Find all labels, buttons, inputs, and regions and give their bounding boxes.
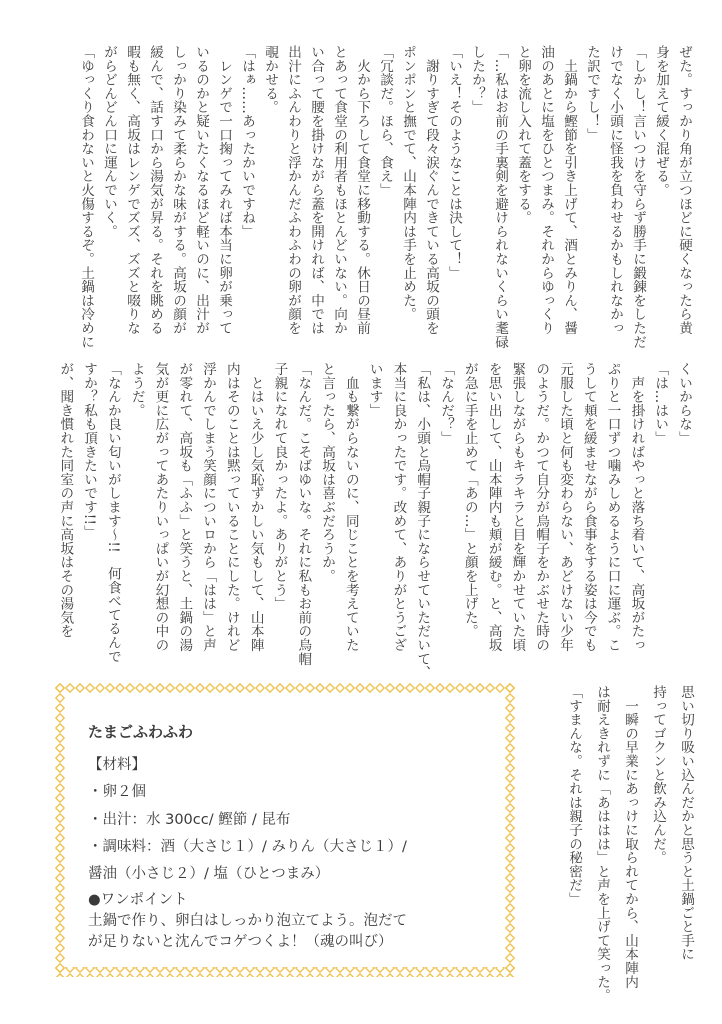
- text-column: と言ったら、高坂は喜ぶだろうか。: [319, 362, 336, 583]
- text-column: 「はぁ……あったかいですね」: [239, 45, 255, 239]
- recipe-content: [88, 721, 407, 953]
- text-column: 暇も無く、高坂はレンゲでズズ、ズズと啜りな: [124, 45, 140, 335]
- text-column: 「は…はい」: [652, 362, 669, 445]
- text-column: 元服した頃と何も変わらない、あどけない少年: [557, 362, 574, 652]
- text-column: したか？」: [469, 45, 485, 114]
- text-column: 火から下ろして食堂に移動する。休日の昼前: [354, 45, 370, 335]
- text-column: 出汁にふんわりと浮かんだふわふわの卵が顔を: [285, 45, 301, 335]
- text-column: 「なんだ。こそばゆいな。それに私もお前の烏帽: [295, 362, 312, 666]
- text-column: 「なんだ？」: [438, 362, 455, 445]
- text-column: が、聞き慣れた同室の声に高坂はその湯気を: [57, 362, 74, 638]
- tip-line: が足りないと沈んでコゲつくよ！（魂の叫び）: [88, 934, 393, 951]
- story-text-bottom-tier: [557, 685, 697, 1003]
- text-column: が零れて、高坂も「ふふ」と笑うと、土鍋の湯: [176, 362, 193, 652]
- text-column: 「しかし！言いつけを守らず勝手に鍛錬をしただ: [630, 45, 646, 349]
- text-column: 「ゆっくり食わないと火傷するぞ。土鍋は冷めに: [78, 45, 94, 349]
- text-column: います」: [366, 362, 383, 418]
- text-column: とあって食堂の利用者もほとんどいない。向か: [331, 45, 347, 335]
- text-column: が急に手を止めて「あの…」と顔を上げた。: [461, 362, 478, 638]
- text-column: 緩んで、話す口から湯気が昇る。それを眺める: [147, 45, 163, 335]
- ingredient-item: 醤油（小さじ２）/ 塩（ひとつまみ）: [88, 866, 330, 883]
- recipe-title: たまごふわふわ: [88, 723, 194, 741]
- text-column: ポンポンと撫でて、山本陣内は手を止めた。: [400, 45, 416, 321]
- text-column: とはいえ少し気恥ずかしい気もして、山本陣: [247, 362, 264, 652]
- text-column: 「…私はお前の手裏剣を避けられないくらい耄碌: [492, 45, 508, 349]
- text-column: うして頬を緩ませながら食事をする姿は今でも: [580, 362, 597, 652]
- text-column: 声を掛ければやっと落ち着いて、高坂がたっ: [628, 362, 645, 652]
- tip-heading: ●ワンポイント: [88, 892, 188, 909]
- text-column: 緊張しながらもキラキラと目を輝かせていた頃: [509, 362, 526, 652]
- ingredients-heading: 【材料】: [88, 757, 146, 773]
- text-column: 身を加えて緩く混ぜる。: [653, 45, 669, 197]
- text-column: 「冗談だ。ほら、食え」: [377, 45, 393, 197]
- story-text-middle-tier: [52, 362, 695, 680]
- text-column: い合って腰を掛けながら蓋を開ければ、中では: [308, 45, 324, 335]
- text-column: くいからな」: [676, 362, 692, 445]
- text-column: 覗かせる。: [262, 45, 278, 114]
- text-column: ぷりと一口ずつ噛みしめるように口に運ぶ。こ: [604, 362, 621, 652]
- text-column: レンゲで一口掬ってみれば本当に卵が乗って: [216, 45, 232, 335]
- text-column: 土鍋から鰹節を引き上げて、酒とみりん、醤: [561, 45, 577, 335]
- text-column: 一瞬の早業にあっけに取られてから、山本陣内: [622, 685, 638, 989]
- story-text-top-tier: [74, 45, 695, 350]
- tip-line: 土鍋で作り、卵白はしっかり泡立てよう。泡だて: [88, 913, 407, 930]
- text-column: た訳ですし！」: [584, 45, 600, 142]
- text-column: 本当に良かったです。改めて、ありがとうござ: [390, 362, 407, 652]
- text-column: 持ってゴクンと飲み込んだ。: [650, 685, 666, 865]
- text-column: すか？私も頂きたいです!!」: [81, 362, 98, 539]
- text-column: と卵を流し入れて蓋をする。: [515, 45, 531, 225]
- ingredient-item: ・卵２個: [88, 784, 146, 801]
- text-column: 気が更に広がってあたりいっぱいが幻想の中の: [152, 362, 169, 652]
- text-column: のようだ。かつて自分が烏帽子をかぶせた時の: [533, 362, 550, 652]
- text-column: 「私は、小頭と烏帽子親子にならせていただいて、: [414, 362, 431, 680]
- text-column: ぜた。すっかり角が立つほどに硬くなったら黄: [676, 45, 692, 335]
- text-column: を思い出して、山本陣内も頬が緩む。と、高坂: [485, 362, 502, 652]
- text-column: がらどんどん口に運んでいく。: [101, 45, 117, 239]
- text-column: 内はそのことは黙っていることにした。けれど: [223, 362, 240, 652]
- text-column: 思い切り吸い込んだかと思うと土鍋ごと手に: [678, 685, 694, 961]
- text-column: 謝りすぎて段々涙ぐんできている高坂の頭を: [423, 45, 439, 335]
- text-column: 血も繋がらないのに、同じことを考えていた: [342, 362, 359, 652]
- ingredient-item: ・調味料：酒（大さじ１）/ みりん（大さじ１）/: [88, 838, 407, 855]
- text-column: 油のあとに塩をひとつまみ。それからゆっくり: [538, 45, 554, 335]
- ingredient-item: ・出汁：水 300cc/ 鰹節 / 昆布: [88, 811, 291, 828]
- text-column: 子親になれて良かったよ。ありがとう」: [271, 362, 288, 611]
- text-column: は耐えきれずに「あははは」と声を上げて笑った。: [594, 685, 610, 1003]
- text-column: けでなく小頭に怪我を負わせるかもしれなかっ: [607, 45, 623, 335]
- text-column: 浮かんでしまう笑顔についロから「はは」と声: [200, 362, 217, 652]
- text-column: しっかり染みて柔らかな味がする。高坂の顔が: [170, 45, 186, 335]
- text-column: いるのかと疑いたくなるほど軽いのに、出汁が: [193, 45, 209, 335]
- text-column: 「なんか良い匂いがします〜!! 何食べてるんで: [104, 362, 121, 664]
- text-column: 「すまんな。それは親子の秘密だ」: [566, 685, 582, 906]
- text-column: ようだ。: [128, 362, 145, 418]
- text-column: 「いえ！そのようなことは決して！」: [446, 45, 462, 280]
- recipe-box: [55, 683, 515, 977]
